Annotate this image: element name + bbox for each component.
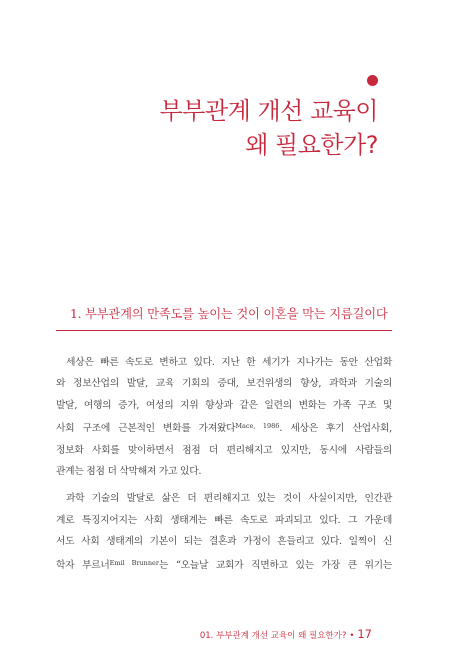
page-number: 17 xyxy=(357,627,372,641)
chapter-title-line1: 부부관계 개선 교육이 xyxy=(159,97,378,125)
text-fragment: 학자 부르너 xyxy=(56,559,110,571)
heading-divider xyxy=(56,330,392,331)
chapter-title xyxy=(160,94,378,162)
title-dot-ornament xyxy=(367,75,378,86)
text-fragment: 사회 구조에 근본적인 변화를 가져왔다 xyxy=(56,423,236,435)
text-line: 서도 사회 생태계의 기본이 되는 결혼과 가정이 흔들리고 있다. 일찍이 신 xyxy=(56,536,392,548)
text-line: 발달, 여행의 증가, 여성의 지위 향상과 같은 일련의 변화는 가족 구조 및 xyxy=(56,399,392,411)
running-footer xyxy=(200,627,372,641)
text-line: 정보화 사회를 맞이하면서 점점 더 편리해지고 있지만, 동시에 사람들의 xyxy=(56,444,392,456)
text-fragment: 는 “오늘날 교회가 직면하고 있는 가장 큰 위기는 xyxy=(159,559,392,571)
section-heading: 1. 부부관계의 만족도를 높이는 것이 이혼을 막는 지름길이다 xyxy=(70,307,388,321)
text-line-with-name xyxy=(56,553,392,576)
chapter-title-line2: 왜 필요한가? xyxy=(245,131,378,159)
text-line: 세상은 빠른 속도로 변하고 있다. 지난 한 세기가 지나가는 동안 산업화 xyxy=(66,357,392,368)
text-fragment: . 세상은 후기 산업사회, xyxy=(279,423,392,435)
original-name: Emil Brunner xyxy=(109,558,160,567)
text-line: 계로 특징지어지는 사회 생태계는 빠른 속도로 파괴되고 있다. 그 가운데 xyxy=(56,514,392,526)
text-line-with-citation xyxy=(56,416,392,439)
text-line: 과학 기술의 발달로 삶은 더 편리해지고 있는 것이 사실이지만, 인간관 xyxy=(66,493,392,505)
text-line: 관계는 점점 더 삭막해져 가고 있다. xyxy=(56,466,202,478)
paragraph-2 xyxy=(56,488,392,576)
text-line: 와 정보산업의 발달, 교육 기회의 증대, 보건위생의 향상, 과학과 기술의 xyxy=(56,378,392,390)
paragraph-1 xyxy=(56,352,392,482)
body-text xyxy=(56,352,392,576)
footer-chapter-title: 01. 부부관계 개선 교육이 왜 필요한가? xyxy=(199,631,347,641)
citation: Mace, 1986 xyxy=(235,422,280,431)
footer-bullet: • xyxy=(349,631,355,641)
